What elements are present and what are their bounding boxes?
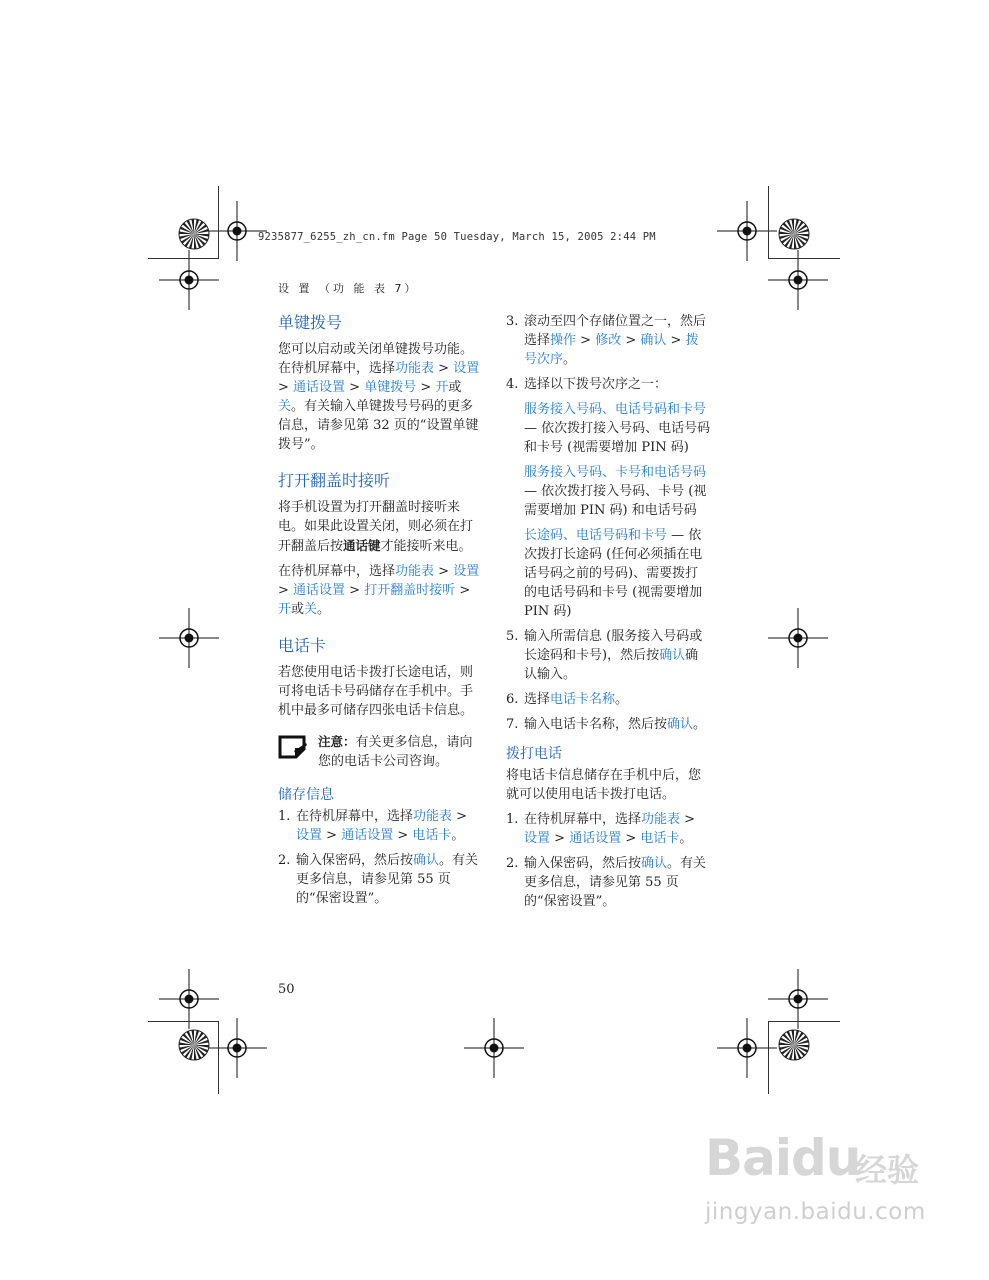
paragraph: 在待机屏幕中，选择功能表 > 设置 > 通话设置 > 打开翻盖时接听 > 开或关。 [278, 564, 480, 617]
link-calling-card[interactable]: 电话卡 [412, 828, 452, 843]
link-settings[interactable]: 设置 [453, 361, 480, 376]
link-option-2[interactable]: 服务接入号码、卡号和电话号码 [524, 465, 707, 480]
option: 长途码、电话号码和卡号 — 依次拨打长途码 (任何必须插在电话号码之前的号码)、需要拨打的电话号码和卡号 (视需要增加 PIN 码) [524, 528, 703, 619]
section-title: 打开翻盖时接听 [278, 471, 391, 490]
paragraph: 若您使用电话卡拨打长途电话，则可将电话卡号码储存在手机中。手机中最多可储存四张电话卡信息。 [278, 665, 474, 718]
steps-list [506, 810, 711, 911]
list-item: 2. 输入保密码，然后按确认。有关更多信息，请参见第 55 页的“保密设置”。 [506, 856, 707, 909]
link-menu[interactable]: 功能表 [641, 812, 681, 827]
list-item: 6. 选择电话卡名称。 [506, 692, 629, 707]
link-answer-on-open[interactable]: 打开翻盖时接听 [364, 583, 456, 598]
note [278, 732, 483, 771]
section-make-call [506, 744, 711, 911]
crop-line [148, 1021, 218, 1022]
link-menu[interactable]: 功能表 [395, 361, 435, 376]
section-answer-on-open [278, 470, 483, 619]
crop-line [768, 1021, 769, 1094]
registration-mark [159, 250, 219, 310]
left-column [278, 312, 483, 914]
link-dialing-sequence[interactable]: 拨号次序 [524, 333, 699, 367]
running-head: 设 置 （功 能 表 7） [278, 282, 419, 295]
link-edit[interactable]: 修改 [595, 333, 622, 348]
paragraph: 将电话卡信息储存在手机中后，您就可以使用电话卡拨打电话。 [506, 768, 702, 802]
registration-mark [768, 969, 828, 1029]
paragraph: 您可以启动或关闭单键拨号功能。在待机屏幕中，选择功能表 > 设置 > 通话设置 > 单键拨号 > 开或关。有关输入单键拨号号码的更多信息，请参见第 32 页的“设置单键拨号”。 [278, 342, 480, 452]
star-target-mark [177, 217, 211, 251]
link-settings[interactable]: 设置 [296, 828, 323, 843]
registration-mark [207, 1018, 267, 1078]
link-ok[interactable]: 确认 [667, 717, 694, 732]
section-single-key-dial [278, 312, 483, 454]
link-menu[interactable]: 功能表 [395, 564, 435, 579]
star-target-mark [177, 1028, 211, 1062]
crop-line [768, 186, 769, 259]
watermark-url: jingyan.baidu.com [705, 1199, 926, 1225]
crop-line [768, 258, 840, 259]
subsection-title: 储存信息 [278, 787, 334, 803]
link-menu[interactable]: 功能表 [413, 809, 453, 824]
note-label: 注意： [318, 734, 356, 749]
list-item: 1. 在待机屏幕中，选择功能表 > 设置 > 通话设置 > 电话卡。 [278, 809, 468, 843]
registration-mark [159, 608, 219, 668]
crop-line [768, 1021, 840, 1022]
file-info-line: 9235877_6255_zh_cn.fm Page 50 Tuesday, March 15, 2005 2:44 PM [258, 231, 656, 243]
option: 服务接入号码、卡号和电话号码 — 依次拨打接入号码、卡号 (视需要增加 PIN 码) 和电话号码 [524, 465, 707, 518]
list-item: 7. 输入电话卡名称，然后按确认。 [506, 717, 707, 732]
link-settings[interactable]: 设置 [453, 564, 480, 579]
right-column [506, 312, 711, 917]
list-item: 5. 输入所需信息 (服务接入号码或长途码和卡号)，然后按确认确认输入。 [506, 629, 703, 682]
list-item: 3. 滚动至四个存储位置之一，然后选择操作 > 修改 > 确认 > 拨号次序。 [506, 314, 707, 367]
section-calling-card [278, 635, 483, 771]
paragraph: 将手机设置为打开翻盖时接听来电。如果此设置关闭，则必须在打开翻盖后按通话键才能接听来电。 [278, 500, 474, 554]
link-call-settings[interactable]: 通话设置 [293, 583, 346, 598]
steps-list-continued [506, 312, 711, 734]
crop-line [218, 186, 219, 259]
option: 服务接入号码、电话号码和卡号 — 依次拨打接入号码、电话号码和卡号 (视需要增加 PIN 码) [524, 402, 711, 455]
star-target-mark [777, 1028, 811, 1062]
link-option-1[interactable]: 服务接入号码、电话号码和卡号 [524, 402, 707, 417]
link-ok[interactable]: 确认 [659, 648, 686, 663]
registration-mark [768, 250, 828, 310]
link-calling-card[interactable]: 电话卡 [640, 831, 680, 846]
link-ok[interactable]: 确认 [640, 333, 667, 348]
link-off[interactable]: 关 [278, 399, 292, 414]
link-off[interactable]: 关 [304, 602, 318, 617]
star-target-mark [777, 217, 811, 251]
link-single-key-dial[interactable]: 单键拨号 [364, 380, 417, 395]
note-text: 有关更多信息，请向您的电话卡公司咨询。 [318, 735, 473, 769]
list-item: 1. 在待机屏幕中，选择功能表 > 设置 > 通话设置 > 电话卡。 [506, 812, 696, 846]
watermark-logo: Baidu [705, 1129, 861, 1187]
link-ok[interactable]: 确认 [413, 853, 440, 868]
list-item: 2. 输入保密码，然后按确认。有关更多信息，请参见第 55 页的“保密设置”。 [278, 853, 479, 906]
page-number: 50 [278, 982, 295, 997]
registration-mark [768, 608, 828, 668]
note-icon [278, 735, 308, 765]
steps-list [278, 807, 483, 908]
crop-line [218, 1021, 219, 1094]
subsection-title: 拨打电话 [506, 746, 562, 762]
section-save-info [278, 785, 483, 908]
link-options[interactable]: 操作 [550, 333, 577, 348]
link-on[interactable]: 开 [435, 380, 449, 395]
registration-mark [464, 1018, 524, 1078]
link-call-settings[interactable]: 通话设置 [293, 380, 346, 395]
link-option-3[interactable]: 长途码、电话号码和卡号 [524, 528, 668, 543]
watermark-logo-cn: 经验 [855, 1151, 920, 1189]
watermark [705, 1129, 945, 1253]
link-settings[interactable]: 设置 [524, 831, 551, 846]
link-card-name[interactable]: 电话卡名称 [550, 692, 616, 707]
link-ok[interactable]: 确认 [641, 856, 668, 871]
link-call-settings[interactable]: 通话设置 [569, 831, 622, 846]
link-call-settings[interactable]: 通话设置 [341, 828, 394, 843]
section-title: 电话卡 [278, 636, 327, 655]
link-on[interactable]: 开 [278, 602, 292, 617]
crop-line [148, 258, 218, 259]
section-title: 单键拨号 [278, 313, 343, 332]
list-item: 4. 选择以下拨号次序之一： 服务接入号码、电话号码和卡号 — 依次拨打接入号码、电话号码和卡号 (视需要增加 PIN 码) 服务接入号码、卡号和电话号码 — 依次拨打接入号码、卡号 (视需要增加 PIN 码) 和电话号码 长途码、电话号码和卡号 — 依次拨打长途码 (任何必须插在电话号码之前的号码)、需要拨打的电话号码和卡号 (视需要增加 PIN 码) [506, 377, 711, 619]
